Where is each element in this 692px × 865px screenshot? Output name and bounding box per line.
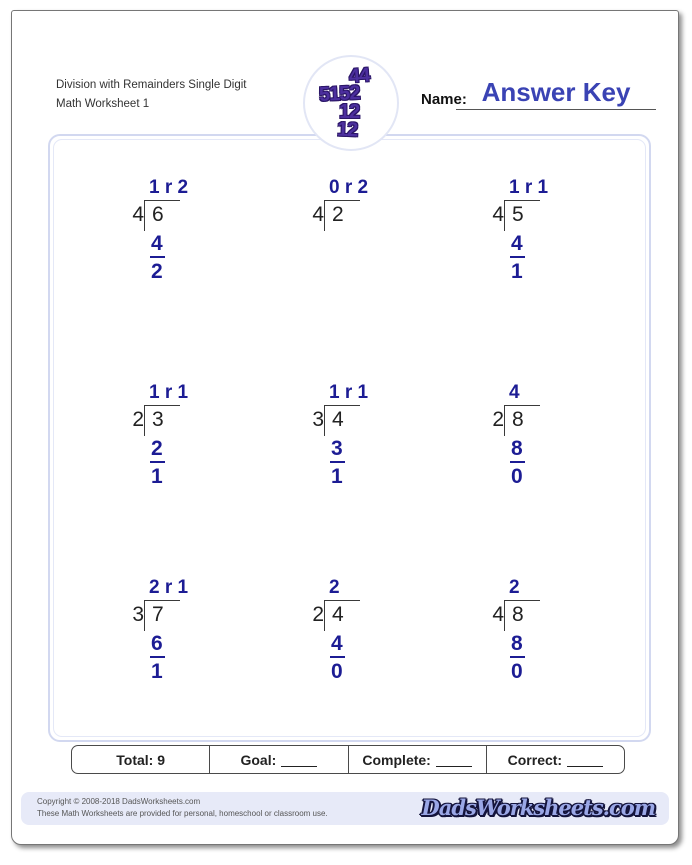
remainder-value: 2 [151,260,163,283]
answer-key-text: Answer Key [481,77,631,107]
remainder-value: 0 [331,660,343,683]
division-bracket [478,600,540,631]
remainder-value: 0 [511,660,523,683]
quotient-value: 1 r 2 [149,177,189,198]
correct-label: Correct: [507,751,563,768]
subtraction-step [144,232,188,258]
subtraction-step [504,232,548,258]
dividend-value: 8 [504,600,540,631]
division-bracket [478,405,540,436]
remainder-value: 0 [511,465,523,488]
division-problem [478,177,548,284]
worksheet-title [56,76,246,114]
complete-label: Complete: [362,751,431,768]
score-summary-bar [71,745,625,774]
quotient-value: 2 [329,577,340,598]
division-bracket [298,600,360,631]
division-problem [478,577,540,684]
divisor-value: 4 [492,603,504,626]
division-problem [478,382,540,489]
division-bracket [298,200,368,231]
goal-blank-line [281,753,317,767]
divisor-value: 3 [312,408,324,431]
complete-cell [348,746,486,773]
correct-cell [486,746,624,773]
quotient-value: 4 [509,382,520,403]
division-bracket [478,200,548,231]
worksheet-page [11,10,679,845]
dividend-value: 3 [144,405,180,436]
subtraction-step [324,437,368,463]
divisor-value: 3 [132,603,144,626]
division-bracket [118,405,188,436]
remainder-value: 1 [331,465,343,488]
division-problem [118,577,188,684]
remainder-value: 1 [511,260,523,283]
total-label: Total: 9 [116,751,165,768]
goal-cell [209,746,347,773]
dividend-value: 6 [144,200,180,231]
subtracted-value: 4 [150,232,165,258]
divisor-value: 4 [132,203,144,226]
subtraction-step [144,437,188,463]
divisor-value: 4 [492,203,504,226]
divisor-value: 4 [312,203,324,226]
total-cell [72,746,209,773]
dividend-value: 4 [324,405,360,436]
divisor-value: 2 [492,408,504,431]
dividend-value: 7 [144,600,180,631]
subtracted-value: 4 [510,232,525,258]
footer-copyright [37,796,328,820]
logo-number: 12 [339,101,360,123]
division-problem [298,382,368,489]
subtracted-value: 8 [510,632,525,658]
quotient-value: 2 r 1 [149,577,189,598]
quotient-value: 1 r 1 [149,382,189,403]
division-problem [118,382,188,489]
divisor-value: 2 [132,408,144,431]
subtracted-value: 3 [330,437,345,463]
worksheet-title-line2: Math Worksheet 1 [56,98,150,110]
dividend-value: 2 [324,200,360,231]
quotient-value: 0 r 2 [329,177,369,198]
division-bracket [118,600,188,631]
subtracted-value: 4 [330,632,345,658]
name-label: Name: [421,91,467,108]
quotient-value: 1 r 1 [329,382,369,403]
logo-number: 12 [336,118,358,142]
complete-blank-line [436,753,472,767]
worksheet-title-line1: Division with Remainders Single Digit [56,79,247,91]
remainder-value: 1 [151,465,163,488]
logo-number: 5152 [318,81,361,107]
dividend-value: 5 [504,200,540,231]
division-problem [118,177,188,284]
division-bracket [298,405,368,436]
subtraction-step [504,437,540,463]
subtraction-step [144,632,188,658]
logo-number: 44 [348,64,370,88]
dividend-value: 8 [504,405,540,436]
divisor-value: 2 [312,603,324,626]
subtraction-step [324,632,360,658]
quotient-value: 1 r 1 [509,177,549,198]
dadsworksheets-logo: DadsWorksheets.com [421,795,655,820]
division-bracket [118,200,188,231]
goal-label: Goal: [240,751,277,768]
subtracted-value: 8 [510,437,525,463]
footer-copyright-line1: Copyright © 2008-2018 DadsWorksheets.com [37,797,201,806]
remainder-value: 1 [151,660,163,683]
dividend-value: 4 [324,600,360,631]
numbers-logo-icon [303,55,399,151]
name-field-line [456,77,656,110]
quotient-value: 2 [509,577,520,598]
subtracted-value: 2 [150,437,165,463]
division-problem [298,177,368,231]
correct-blank-line [567,753,603,767]
division-problem [298,577,360,684]
subtracted-value: 6 [150,632,165,658]
footer-bar [21,792,669,825]
footer-copyright-line2: These Math Worksheets are provided for personal, homeschool or classroom use. [37,809,328,818]
subtraction-step [504,632,540,658]
